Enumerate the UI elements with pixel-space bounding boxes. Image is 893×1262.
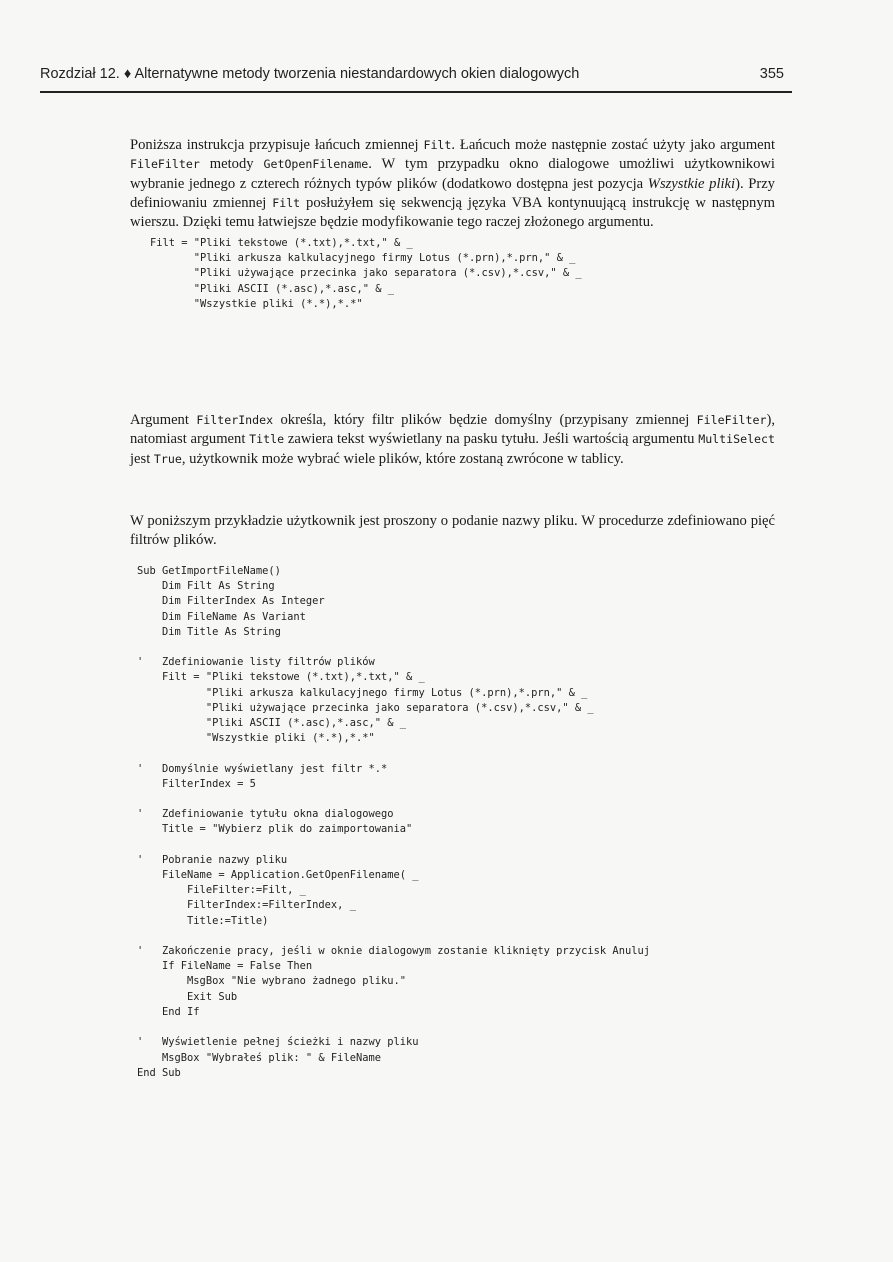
- inline-code: FileFilter: [130, 157, 200, 172]
- text-run: jest: [130, 450, 154, 467]
- text-run: Poniższa instrukcja przypisuje łańcuch zmiennej: [130, 137, 424, 153]
- paragraph-example: W poniższym przykładzie użytkownik jest proszony o podanie nazwy pliku. W procedurze zdefiniowano pięć filtrów plików.: [130, 513, 775, 549]
- text-run: ). Przy definiowaniu zmiennej: [130, 175, 775, 211]
- inline-code: FileFilter: [696, 413, 767, 427]
- running-header: [40, 62, 792, 88]
- code-block-filter-string: Filt = "Pliki tekstowe (*.txt),*.txt," & _ "Pliki arkusza kalkulacyjnego firmy Lotus (*.prn),*.prn," & _ "Pliki używające przecinka jako separatora (*.csv),*.csv," & _ "Pliki ASCII (*.asc),*.asc," & _ "Wszystkie pliki (*.*),*.*": [150, 237, 582, 310]
- text-run: , użytkownik może wybrać wiele plików, które zostaną zwrócone w tablicy.: [181, 450, 624, 467]
- text-run: metody: [199, 156, 264, 173]
- text-run: . W tym przypadku okno dialogowe umożliwi użytkownikowi wybranie jednego z czterech różnych typów plików (dodatkowo dostępna jest pozycja: [130, 156, 775, 192]
- chapter-title: Rozdział 12. ♦ Alternatywne metody tworzenia niestandardowych okien dialogowych: [40, 66, 580, 82]
- paragraph-intro: [130, 136, 775, 232]
- text-run: Argument: [130, 412, 197, 428]
- italic-term: Wszystkie pliki: [647, 175, 736, 192]
- inline-code: GetOpenFilename: [263, 157, 369, 172]
- inline-code: Title: [249, 432, 285, 447]
- inline-code: Filt: [423, 138, 452, 152]
- text-run: ), natomiast argument: [130, 412, 775, 448]
- inline-code: True: [153, 451, 182, 466]
- text-run: zawiera tekst wyświetlany na pasku tytułu. Jeśli wartością argumentu: [284, 431, 699, 448]
- inline-code: Filt: [272, 195, 301, 210]
- text-run: określa, który filtr plików będzie domyślny (przypisany zmiennej: [273, 412, 697, 428]
- inline-code: MultiSelect: [698, 432, 775, 447]
- text-run: . Łańcuch może następnie zostać użyty jako argument: [451, 137, 775, 153]
- code-block-procedure: Sub GetImportFileName() Dim Filt As String Dim FilterIndex As Integer Dim FileName As Variant Dim Title As String ' Zdefiniowanie listy filtrów plików Filt = "Pliki tekstowe (*.txt),*.txt," & _ "Pliki arkusza kalkulacyjnego firmy Lotus (*.prn),*.prn," & _ "Pliki używające przecinka jako separatora (*.csv),*.csv," & _ "Pliki ASCII (*.asc),*.asc," & _ "Wszystkie pliki (*.*),*.*" ' Domyślnie wyświetlany jest filtr *.* FilterIndex = 5 ' Zdefiniowanie tytułu okna dialogowego Title = "Wybierz plik do zaimportowania" ' Pobranie nazwy pliku FileName = Application.GetOpenFilename( _ FileFilter:=Filt, _ FilterIndex:=FilterIndex, _ Title:=Title) ' Zakończenie pracy, jeśli w oknie dialogowym zostanie kliknięty przycisk Anuluj If FileName = False Then MsgBox "Nie wybrano żadnego pliku." Exit Sub End If ' Wyświetlenie pełnej ścieżki i nazwy pliku MsgBox "Wybrałeś plik: " & FileName End Sub: [137, 565, 650, 1079]
- header-rule: [40, 91, 792, 93]
- text-run: posłużyłem się sekwencją języka VBA kontynuującą instrukcję w następnym wierszu. Dzięki temu łatwiejsze będzie modyfikowanie tego raczej złożonego argumentu.: [130, 194, 775, 231]
- inline-code: FilterIndex: [196, 413, 274, 427]
- page-number: 355: [759, 66, 784, 82]
- paragraph-arguments: [130, 411, 775, 469]
